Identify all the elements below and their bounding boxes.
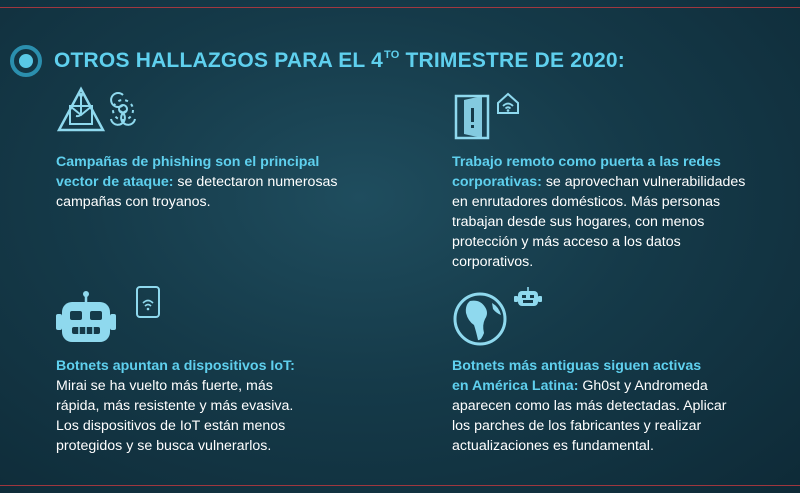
finding-text: trabajan desde sus hogares, con menos bbox=[452, 214, 705, 230]
finding-lead: Botnets más antiguas siguen activas bbox=[452, 358, 702, 374]
finding-phishing bbox=[56, 152, 338, 212]
finding-text: se detectaron numerosas bbox=[173, 174, 338, 190]
finding-lead: Campañas de phishing son el principal bbox=[56, 154, 320, 170]
page-title: OTROS HALLAZGOS PARA EL $4^{TO}$ TRIMESTRE DE 2020: bbox=[54, 49, 625, 72]
finding-remote-work bbox=[452, 152, 745, 272]
bottom-divider bbox=[0, 485, 800, 486]
finding-iot bbox=[56, 356, 295, 456]
section-header bbox=[10, 44, 625, 78]
small-robot-icon bbox=[513, 286, 543, 308]
finding-text: campañas con troyanos. bbox=[56, 194, 211, 210]
header-bullet-icon bbox=[10, 45, 42, 77]
finding-text: aparecen como las más detectadas. Aplicar bbox=[452, 398, 727, 414]
finding-lead: Botnets apuntan a dispositivos IoT: bbox=[56, 358, 295, 374]
robot-icon bbox=[54, 290, 118, 350]
finding-latam-botnets bbox=[452, 356, 726, 456]
finding-lead: vector de ataque: bbox=[56, 174, 174, 190]
finding-lead: en América Latina: bbox=[452, 378, 579, 394]
finding-text: Los dispositivos de IoT están menos bbox=[56, 418, 286, 434]
door-exit-icon bbox=[452, 92, 492, 142]
finding-text: se aprovechan vulnerabilidades bbox=[541, 174, 746, 190]
finding-text: los parches de los fabricantes y realizar bbox=[452, 418, 702, 434]
globe-icon bbox=[452, 291, 508, 347]
warning-phishing-icon bbox=[56, 86, 106, 146]
finding-text: protección y más acceso a los datos bbox=[452, 234, 681, 250]
finding-lead: Trabajo remoto como puerta a las redes bbox=[452, 154, 721, 170]
finding-text: actualizaciones es fundamental. bbox=[452, 438, 654, 454]
biohazard-icon bbox=[106, 92, 140, 126]
finding-lead: corporativas: bbox=[452, 174, 542, 190]
finding-text: Mirai se ha vuelto más fuerte, más bbox=[56, 378, 273, 394]
home-wifi-icon bbox=[496, 92, 520, 114]
finding-text: Gh0st y Andromeda bbox=[578, 378, 708, 394]
tablet-wifi-icon bbox=[135, 285, 161, 319]
finding-text: rápida, más resistente y más evasiva. bbox=[56, 398, 294, 414]
finding-text: corporativos. bbox=[452, 254, 534, 270]
finding-text: protegidos y se busca vulnerarlos. bbox=[56, 438, 272, 454]
finding-text: en enrutadores domésticos. Más personas bbox=[452, 194, 721, 210]
top-divider bbox=[0, 7, 800, 8]
